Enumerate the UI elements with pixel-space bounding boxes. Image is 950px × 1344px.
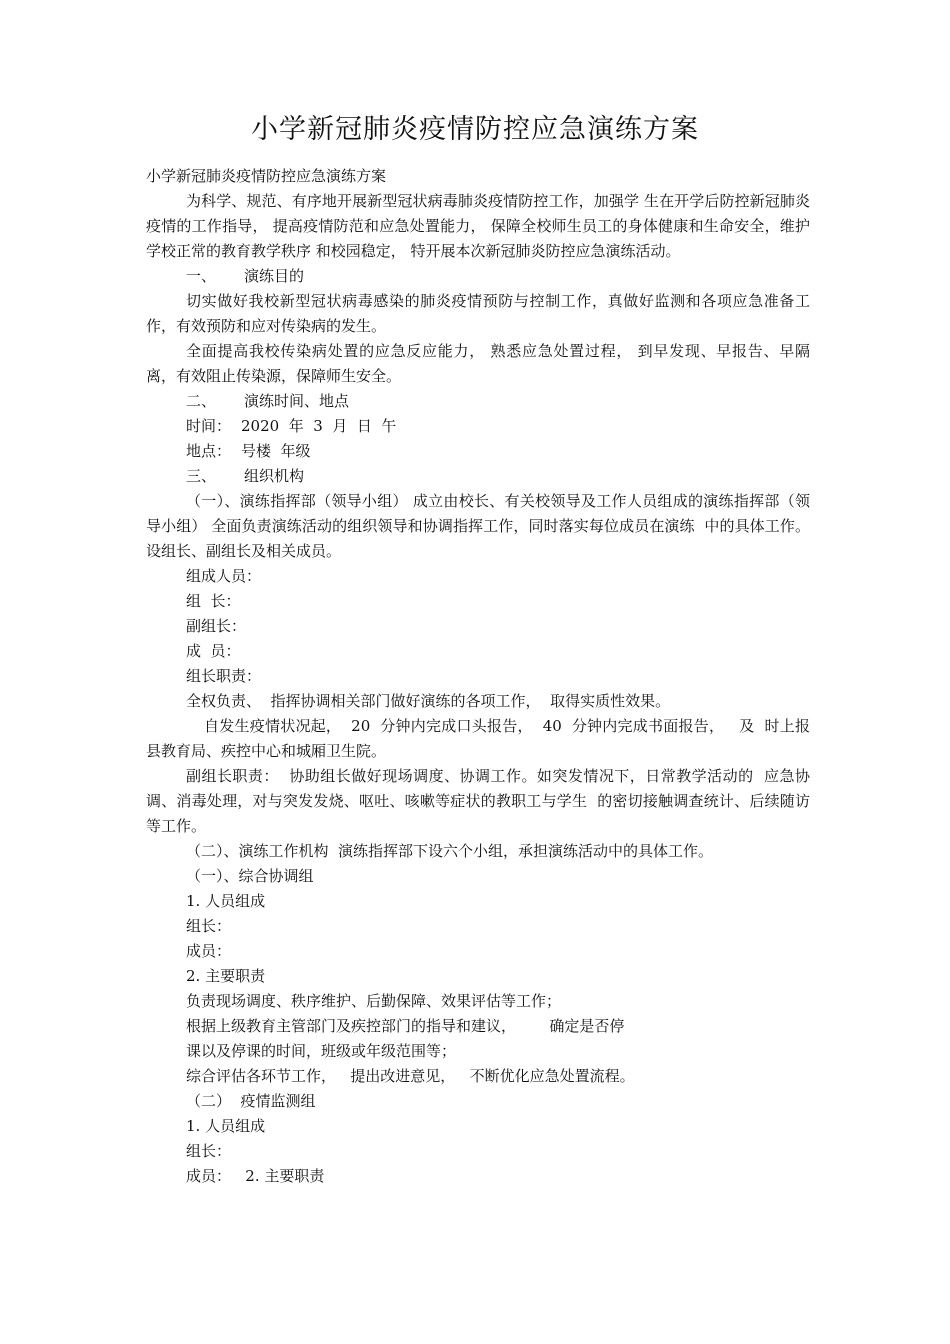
paragraph: 副组长职责： 协助组长做好现场调度、协调工作。如突发情况下，日常教学活动的 应急协调、消毒处理，对与突发发烧、呕吐、咳嗽等症状的教职工与学生 的密切接触调查统计、后续随访等工作。 bbox=[146, 767, 810, 835]
section-title: 演练时间、地点 bbox=[244, 392, 350, 410]
line: 根据上级教育主管部门及疾控部门的指导和建议， 确定是否停 bbox=[186, 1017, 625, 1035]
document-title: 小学新冠肺炎疫情防控应急演练方案 bbox=[251, 114, 699, 145]
line: 成员： 2. 主要职责 bbox=[186, 1167, 325, 1185]
time-label: 时间： bbox=[186, 417, 232, 435]
time-value: 2020 年 3 月 日 午 bbox=[241, 417, 397, 435]
line: 全权负责、 指挥协调相关部门做好演练的各项工作， 取得实质性效果。 bbox=[186, 692, 671, 710]
line: 组 长： bbox=[186, 592, 241, 610]
document-subtitle: 小学新冠肺炎疫情防控应急演练方案 bbox=[146, 167, 387, 185]
section-title: 演练目的 bbox=[244, 267, 305, 285]
intro-paragraph: 为科学、规范、有序地开展新型冠状病毒肺炎疫情防控工作，加强学 生在开学后防控新冠肺炎疫情的工作指导， 提高疫情防范和应急处置能力， 保障全校师生员工的身体健康和生命安全，维护学校正常的教育教学秩序 和校园稳定， 特开展本次新冠肺炎防控应急演练活动。 bbox=[146, 192, 810, 260]
line: （二） 疫情监测组 bbox=[186, 1092, 316, 1110]
line: 组长： bbox=[186, 917, 232, 935]
paragraph: 自发生疫情状况起， 20 分钟内完成口头报告， 40 分钟内完成书面报告， 及 时上报县教育局、疾控中心和城厢卫生院。 bbox=[146, 717, 810, 760]
line: 负责现场调度、秩序维护、后勤保障、效果评估等工作； bbox=[186, 992, 562, 1010]
line: 成员： bbox=[186, 942, 232, 960]
section-heading-3 bbox=[146, 464, 810, 489]
line: 课以及停课的时间，班级或年级范围等； bbox=[186, 1042, 457, 1060]
line: 组长： bbox=[186, 1142, 232, 1160]
line: 综合评估各环节工作， 提出改进意见， 不断优化应急处置流程。 bbox=[186, 1067, 635, 1085]
line: 1. 人员组成 bbox=[186, 892, 266, 910]
place-value: 号楼 年级 bbox=[241, 442, 311, 460]
time-line bbox=[146, 414, 810, 439]
section-number: 二、 bbox=[186, 392, 217, 410]
paragraph: 切实做好我校新型冠状病毒感染的肺炎疫情预防与控制工作，真做好监测和各项应急准备工作，有效预防和应对传染病的发生。 bbox=[146, 292, 810, 335]
line: 1. 人员组成 bbox=[186, 1117, 266, 1135]
section-heading-2 bbox=[146, 389, 810, 414]
line: 副组长： bbox=[186, 617, 247, 635]
place-label: 地点： bbox=[186, 442, 232, 460]
paragraph: （二）、演练工作机构 演练指挥部下设六个小组，承担演练活动中的具体工作。 bbox=[186, 842, 714, 860]
section-number: 三、 bbox=[186, 467, 217, 485]
line: （一）、综合协调组 bbox=[186, 867, 314, 885]
section-heading-1 bbox=[146, 264, 810, 289]
document-body bbox=[146, 164, 810, 1189]
line: 组成人员： bbox=[186, 567, 262, 585]
line: 成 员： bbox=[186, 642, 241, 660]
place-line bbox=[146, 439, 810, 464]
paragraph: （一）、演练指挥部（领导小组） 成立由校长、有关校领导及工作人员组成的演练指挥部（领导小组） 全面负责演练活动的组织领导和协调指挥工作，同时落实每位成员在演练 中的具体工作。设组长、副组长及相关成员。 bbox=[146, 492, 810, 560]
line: 2. 主要职责 bbox=[186, 967, 266, 985]
section-number: 一、 bbox=[186, 267, 217, 285]
section-title: 组织机构 bbox=[244, 467, 305, 485]
paragraph: 全面提高我校传染病处置的应急反应能力， 熟悉应急处置过程， 到早发现、早报告、早隔离，有效阻止传染源，保障师生安全。 bbox=[146, 342, 810, 385]
line: 组长职责： bbox=[186, 667, 262, 685]
